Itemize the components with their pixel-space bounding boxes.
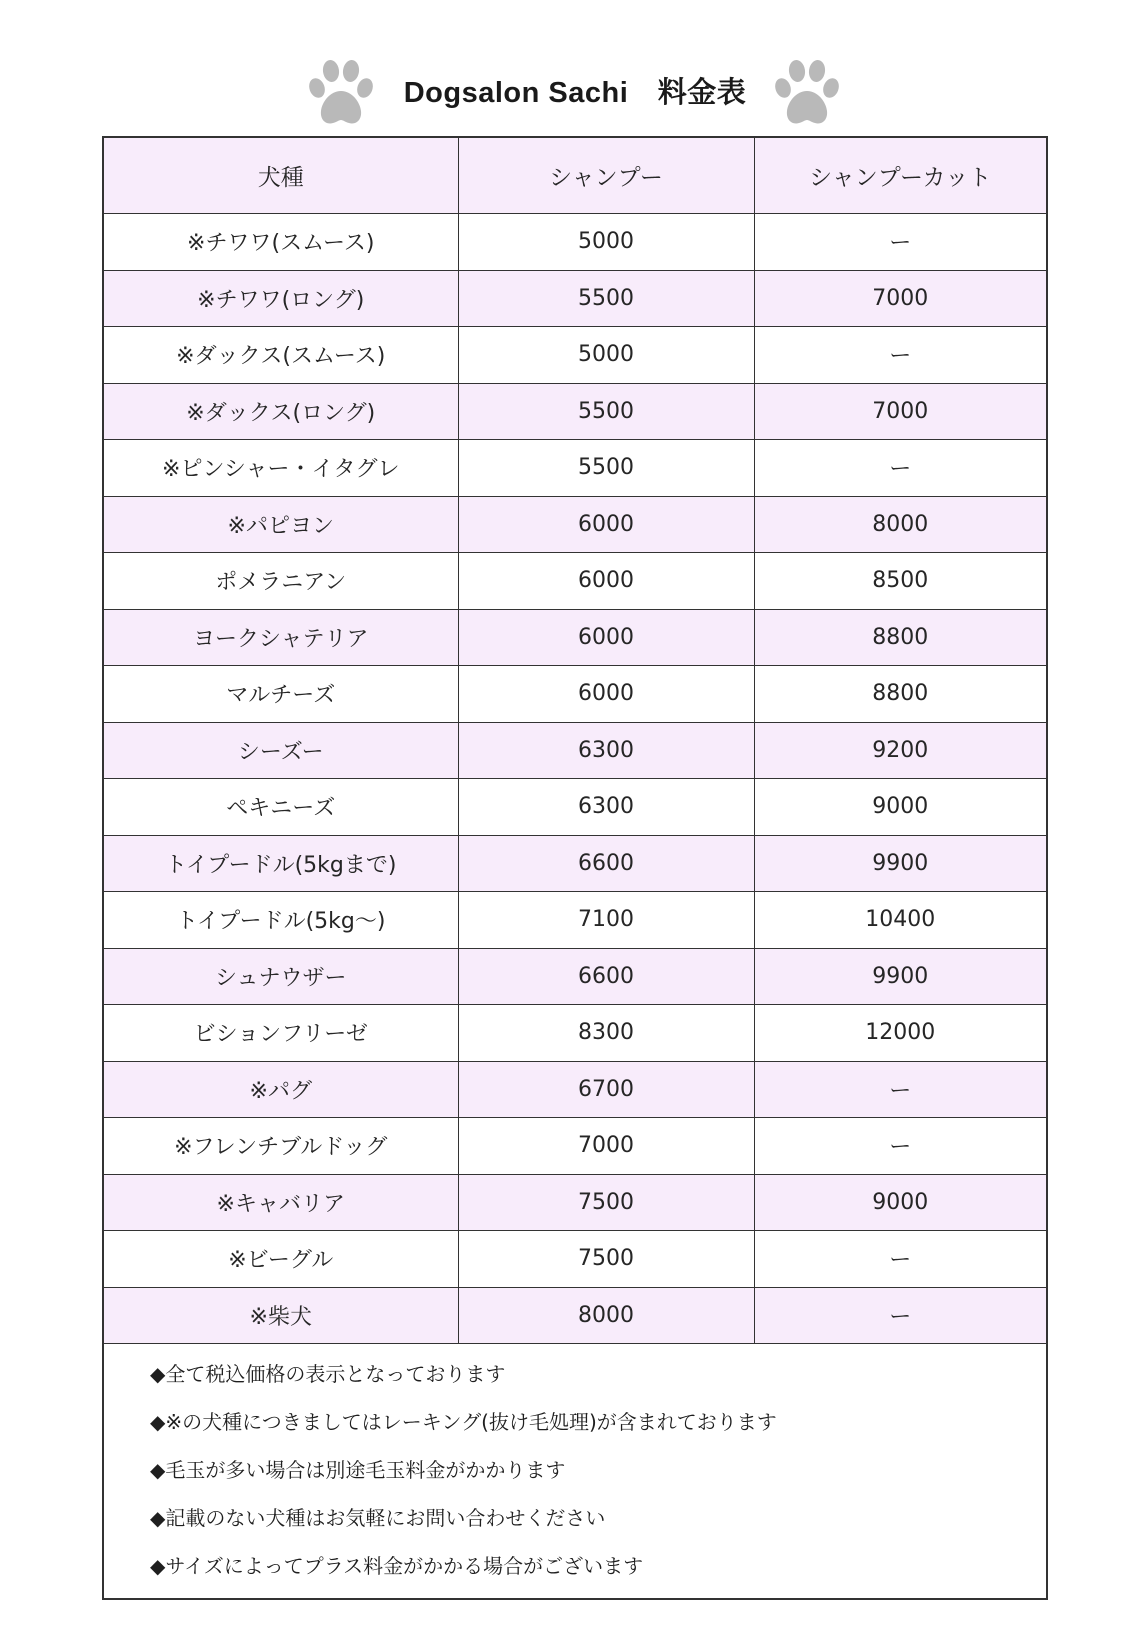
shampoo-price-cell: 6300	[458, 779, 754, 836]
breed-cell: ポメラニアン	[104, 553, 458, 610]
shampoo-cut-price-cell: 8000	[754, 496, 1046, 553]
shampoo-cut-price-cell: ー	[754, 1061, 1046, 1118]
shampoo-cut-price-cell: 9900	[754, 835, 1046, 892]
breed-cell: ※ピンシャー・イタグレ	[104, 440, 458, 497]
shampoo-cut-price-cell: ー	[754, 327, 1046, 384]
table-header-row	[104, 138, 1046, 214]
breed-cell: ※ダックス(ロング)	[104, 383, 458, 440]
shampoo-cut-price-cell: 7000	[754, 270, 1046, 327]
breed-cell: ※チワワ(スムース)	[104, 214, 458, 271]
table-row	[104, 1005, 1046, 1062]
breed-cell: トイプードル(5kgまで)	[104, 835, 458, 892]
shampoo-cut-price-cell: 9000	[754, 779, 1046, 836]
breed-cell: マルチーズ	[104, 666, 458, 723]
table-row	[104, 666, 1046, 723]
page-title: Dogsalon Sachi 料金表	[403, 77, 747, 109]
table-row	[104, 1061, 1046, 1118]
shampoo-cut-price-cell: 9900	[754, 948, 1046, 1005]
breed-cell: ※ビーグル	[104, 1231, 458, 1288]
shampoo-price-cell: 7000	[458, 1118, 754, 1175]
table-row	[104, 722, 1046, 779]
shampoo-cut-price-cell: 9200	[754, 722, 1046, 779]
page-header	[0, 52, 1147, 132]
price-sheet	[102, 136, 1048, 1600]
breed-cell: ※ダックス(スムース)	[104, 327, 458, 384]
shampoo-price-cell: 7100	[458, 892, 754, 949]
shampoo-price-cell: 5000	[458, 327, 754, 384]
breed-cell: ヨークシャテリア	[104, 609, 458, 666]
table-row	[104, 327, 1046, 384]
shampoo-price-cell: 5500	[458, 440, 754, 497]
shampoo-cut-price-cell: 12000	[754, 1005, 1046, 1062]
table-row	[104, 1174, 1046, 1231]
shampoo-cut-price-cell: 8800	[754, 666, 1046, 723]
shampoo-cut-price-cell: 10400	[754, 892, 1046, 949]
breed-cell: ※パグ	[104, 1061, 458, 1118]
column-header-breed: 犬種	[104, 138, 458, 214]
shampoo-price-cell: 8000	[458, 1287, 754, 1344]
shampoo-cut-price-cell: ー	[754, 1287, 1046, 1344]
notes-section	[104, 1344, 1046, 1598]
table-row	[104, 1231, 1046, 1288]
shampoo-price-cell: 8300	[458, 1005, 754, 1062]
table-row	[104, 609, 1046, 666]
table-row	[104, 270, 1046, 327]
breed-cell: シュナウザー	[104, 948, 458, 1005]
breed-cell: ※チワワ(ロング)	[104, 270, 458, 327]
table-row	[104, 553, 1046, 610]
shampoo-price-cell: 6000	[458, 609, 754, 666]
table-row	[104, 948, 1046, 1005]
shampoo-cut-price-cell: ー	[754, 1118, 1046, 1175]
breed-cell: ※柴犬	[104, 1287, 458, 1344]
column-header-shampoo: シャンプー	[458, 138, 754, 214]
shampoo-cut-price-cell: ー	[754, 214, 1046, 271]
shampoo-price-cell: 6600	[458, 835, 754, 892]
breed-cell: ビションフリーゼ	[104, 1005, 458, 1062]
shampoo-price-cell: 5500	[458, 270, 754, 327]
table-row	[104, 214, 1046, 271]
shampoo-price-cell: 6000	[458, 666, 754, 723]
shampoo-cut-price-cell: 8800	[754, 609, 1046, 666]
table-row	[104, 1118, 1046, 1175]
paw-icon	[774, 58, 840, 128]
shampoo-cut-price-cell: ー	[754, 1231, 1046, 1288]
shampoo-price-cell: 5500	[458, 383, 754, 440]
note-line: ◆毛玉が多い場合は別途毛玉料金がかかります	[150, 1458, 566, 1482]
note-line: ◆記載のない犬種はお気軽にお問い合わせください	[150, 1506, 606, 1530]
price-rows	[104, 214, 1046, 1344]
shampoo-price-cell: 5000	[458, 214, 754, 271]
table-row	[104, 440, 1046, 497]
note-line: ◆※の犬種につきましてはレーキング(抜け毛処理)が含まれております	[150, 1410, 777, 1434]
note-line: ◆サイズによってプラス料金がかかる場合がございます	[150, 1554, 644, 1578]
table-row	[104, 779, 1046, 836]
breed-cell: ペキニーズ	[104, 779, 458, 836]
table-row	[104, 892, 1046, 949]
shampoo-price-cell: 6600	[458, 948, 754, 1005]
breed-cell: ※キャバリア	[104, 1174, 458, 1231]
shampoo-cut-price-cell: 9000	[754, 1174, 1046, 1231]
breed-cell: トイプードル(5kg〜)	[104, 892, 458, 949]
shampoo-cut-price-cell: ー	[754, 440, 1046, 497]
shampoo-price-cell: 6000	[458, 496, 754, 553]
shampoo-price-cell: 6300	[458, 722, 754, 779]
table-row	[104, 1287, 1046, 1344]
note-line: ◆全て税込価格の表示となっております	[150, 1362, 506, 1386]
shampoo-cut-price-cell: 7000	[754, 383, 1046, 440]
table-row	[104, 383, 1046, 440]
table-row	[104, 835, 1046, 892]
price-table	[104, 138, 1046, 1344]
shampoo-price-cell: 7500	[458, 1231, 754, 1288]
table-row	[104, 496, 1046, 553]
shampoo-price-cell: 6000	[458, 553, 754, 610]
shampoo-price-cell: 6700	[458, 1061, 754, 1118]
shampoo-price-cell: 7500	[458, 1174, 754, 1231]
column-header-shampoo-cut: シャンプーカット	[754, 138, 1046, 214]
breed-cell: ※パピヨン	[104, 496, 458, 553]
breed-cell: ※フレンチブルドッグ	[104, 1118, 458, 1175]
shampoo-cut-price-cell: 8500	[754, 553, 1046, 610]
breed-cell: シーズー	[104, 722, 458, 779]
